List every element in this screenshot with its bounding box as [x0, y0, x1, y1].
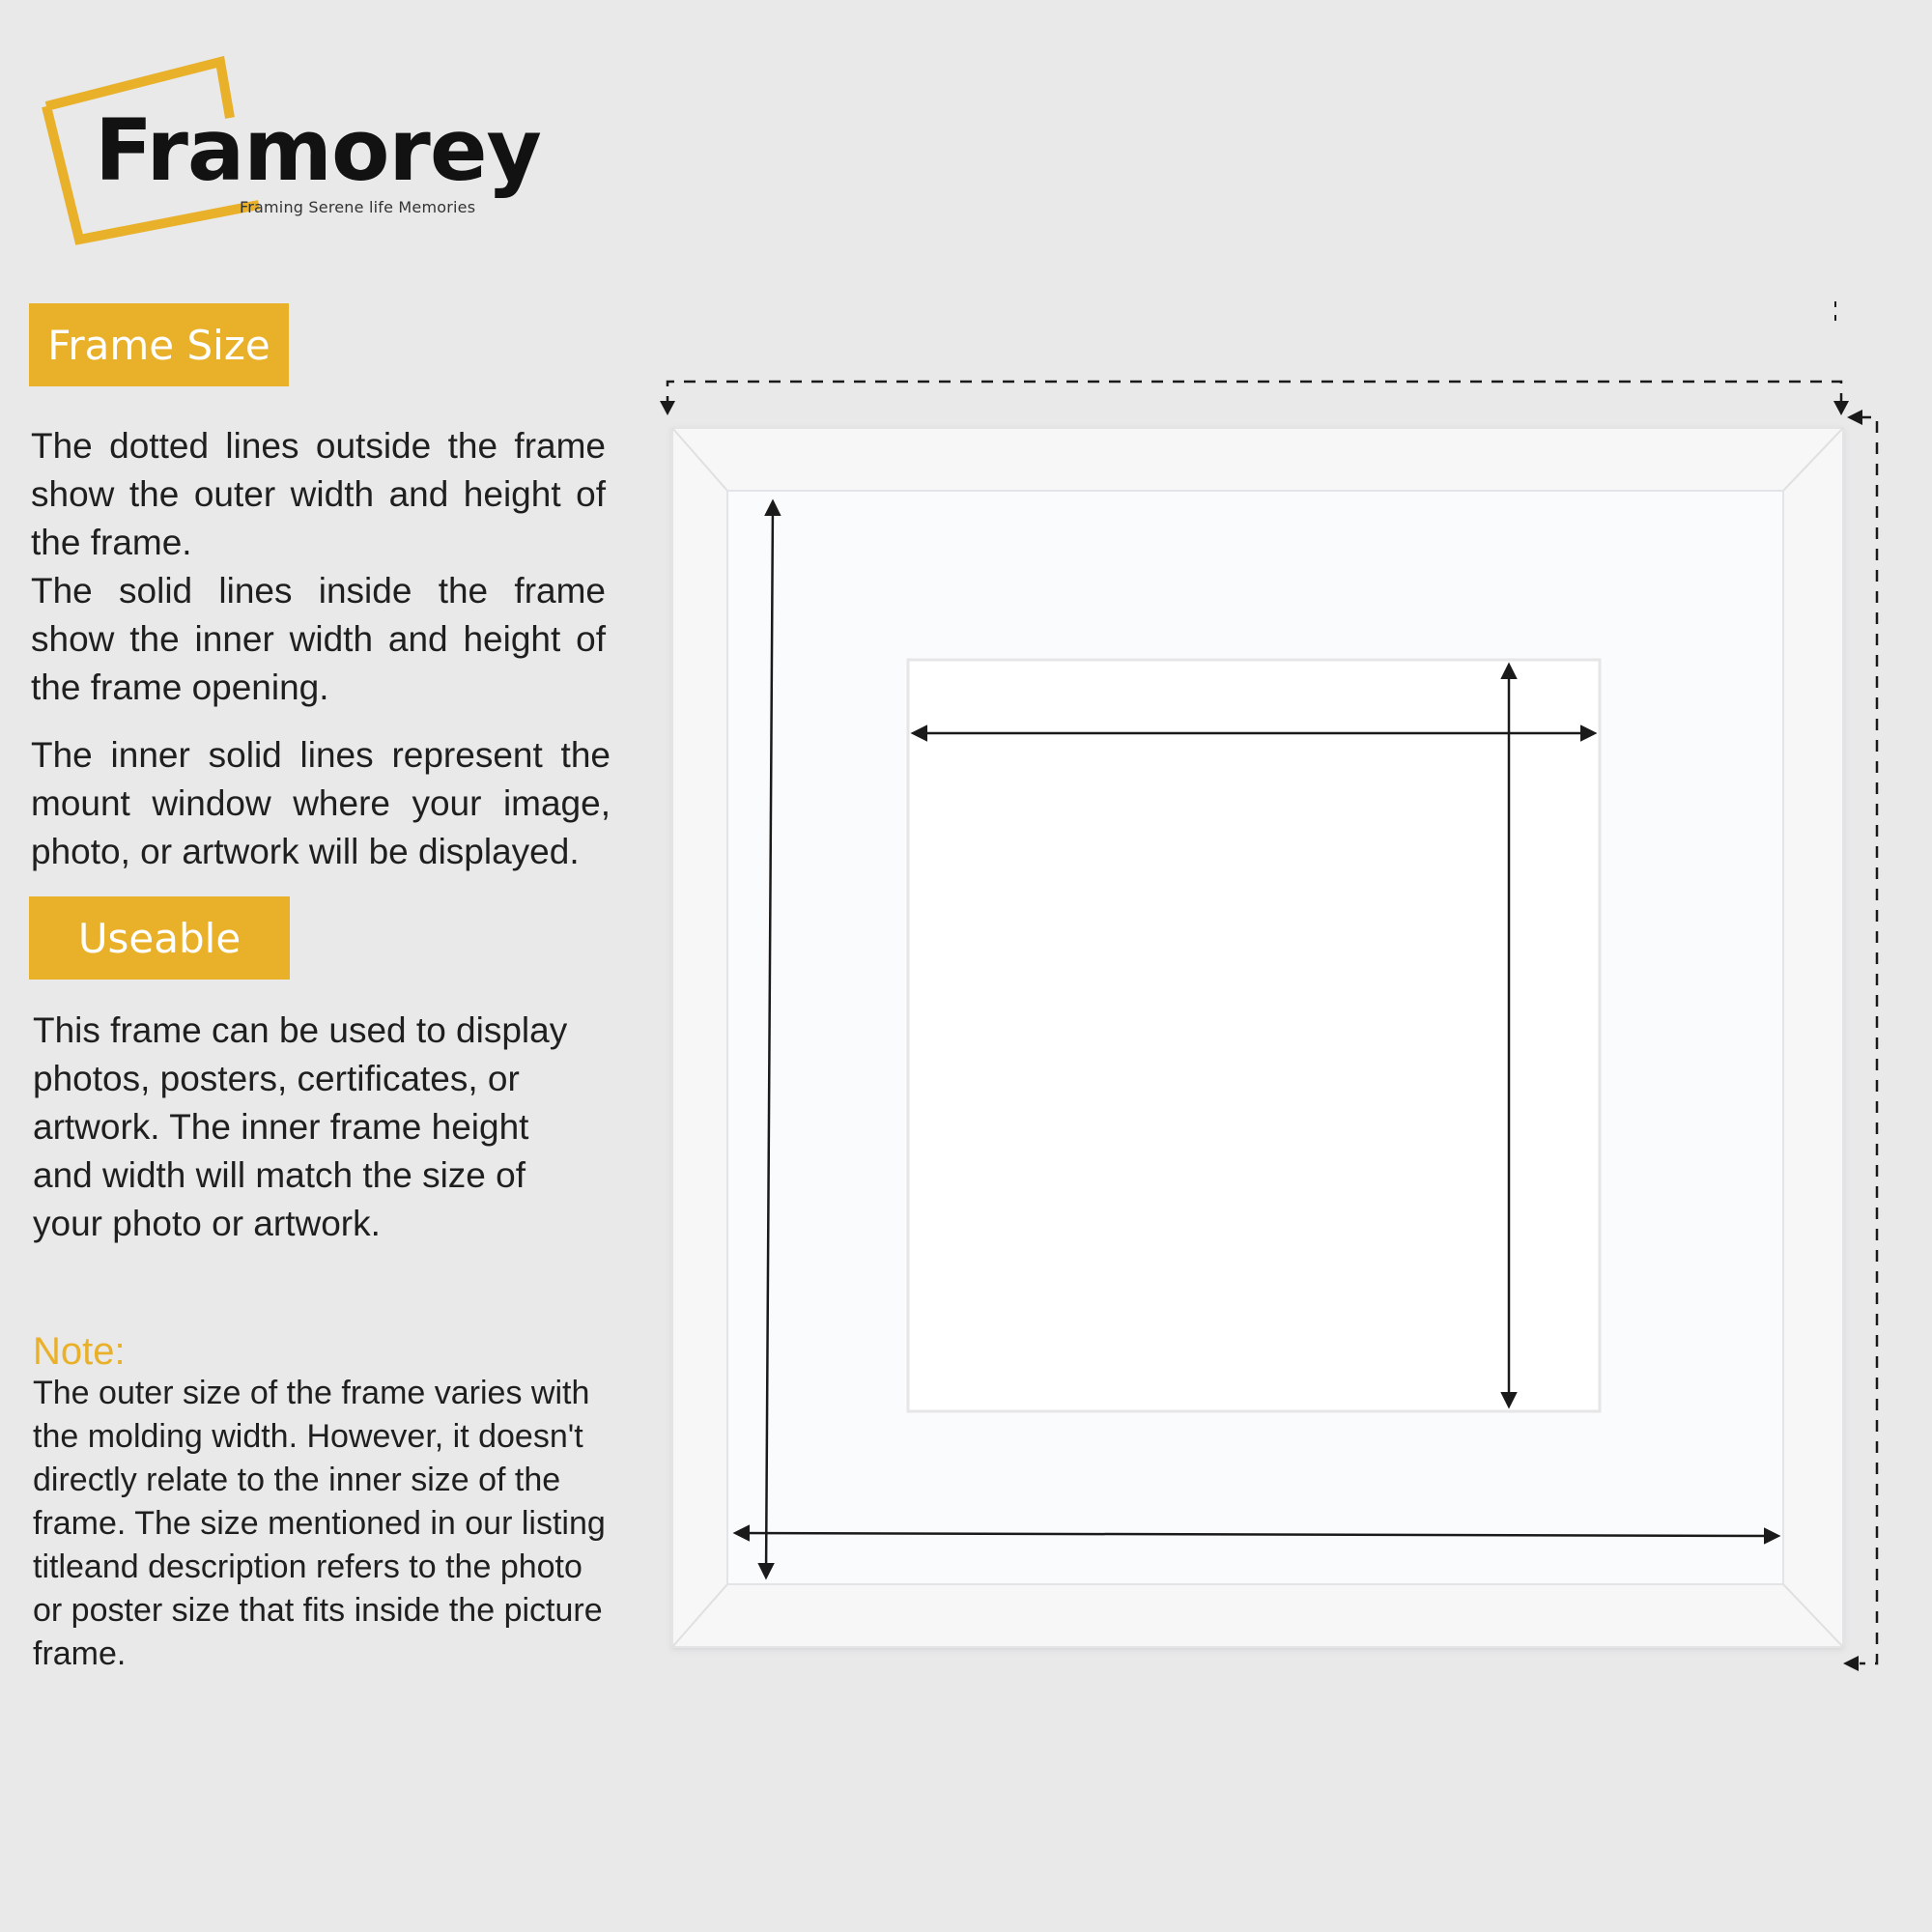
- mount-window: [908, 660, 1600, 1411]
- frame-bevel-bottom-right: [1783, 1584, 1843, 1647]
- frame-outer: [672, 428, 1843, 1647]
- outer-width-right-arrow: [1833, 401, 1849, 415]
- outer-height-bottom-arrow: [1843, 1656, 1859, 1671]
- frame-bevel-top-left: [672, 428, 727, 491]
- frame-mount: [727, 491, 1783, 1584]
- mount-window-text: The inner solid lines represent the mount window where your image, photo, or artwork will be displayed.: [31, 735, 611, 871]
- inner-height-line: [766, 502, 773, 1577]
- note-text: The outer size of the frame varies with the molding width. However, it doesn't directly relate to the inner size of the frame. The size mentioned in our listing titleand description refers to the photo or poster size that fits inside the picture frame.: [33, 1375, 606, 1672]
- frame-size-heading: Frame Size: [29, 303, 289, 386]
- useable-text: This frame can be used to display photos, posters, certificates, or artwork. The inner frame height and width will match the size of your photo or artwork.: [33, 1010, 568, 1243]
- note-heading: Note:: [33, 1330, 126, 1373]
- frame-bevel-top-right: [1783, 428, 1843, 491]
- brand-logo: [37, 50, 539, 263]
- inner-dimensions-text: The solid lines inside the frame show the inner width and height of the frame opening.: [31, 571, 606, 707]
- outer-height-dotted-line: [1860, 417, 1877, 1663]
- outer-height-top-arrow: [1847, 410, 1862, 425]
- inner-width-line: [736, 1533, 1777, 1536]
- frame-bevel-bottom-left: [672, 1584, 727, 1647]
- outer-width-dotted-line: [668, 382, 1841, 408]
- outer-dimensions-text: The dotted lines outside the frame show the outer width and height of the frame.: [31, 426, 606, 562]
- brand-name: Framorey: [95, 100, 541, 200]
- brand-tagline: Framing Serene life Memories: [240, 198, 476, 216]
- outer-width-left-arrow: [660, 401, 675, 415]
- useable-heading: Useable: [29, 896, 290, 980]
